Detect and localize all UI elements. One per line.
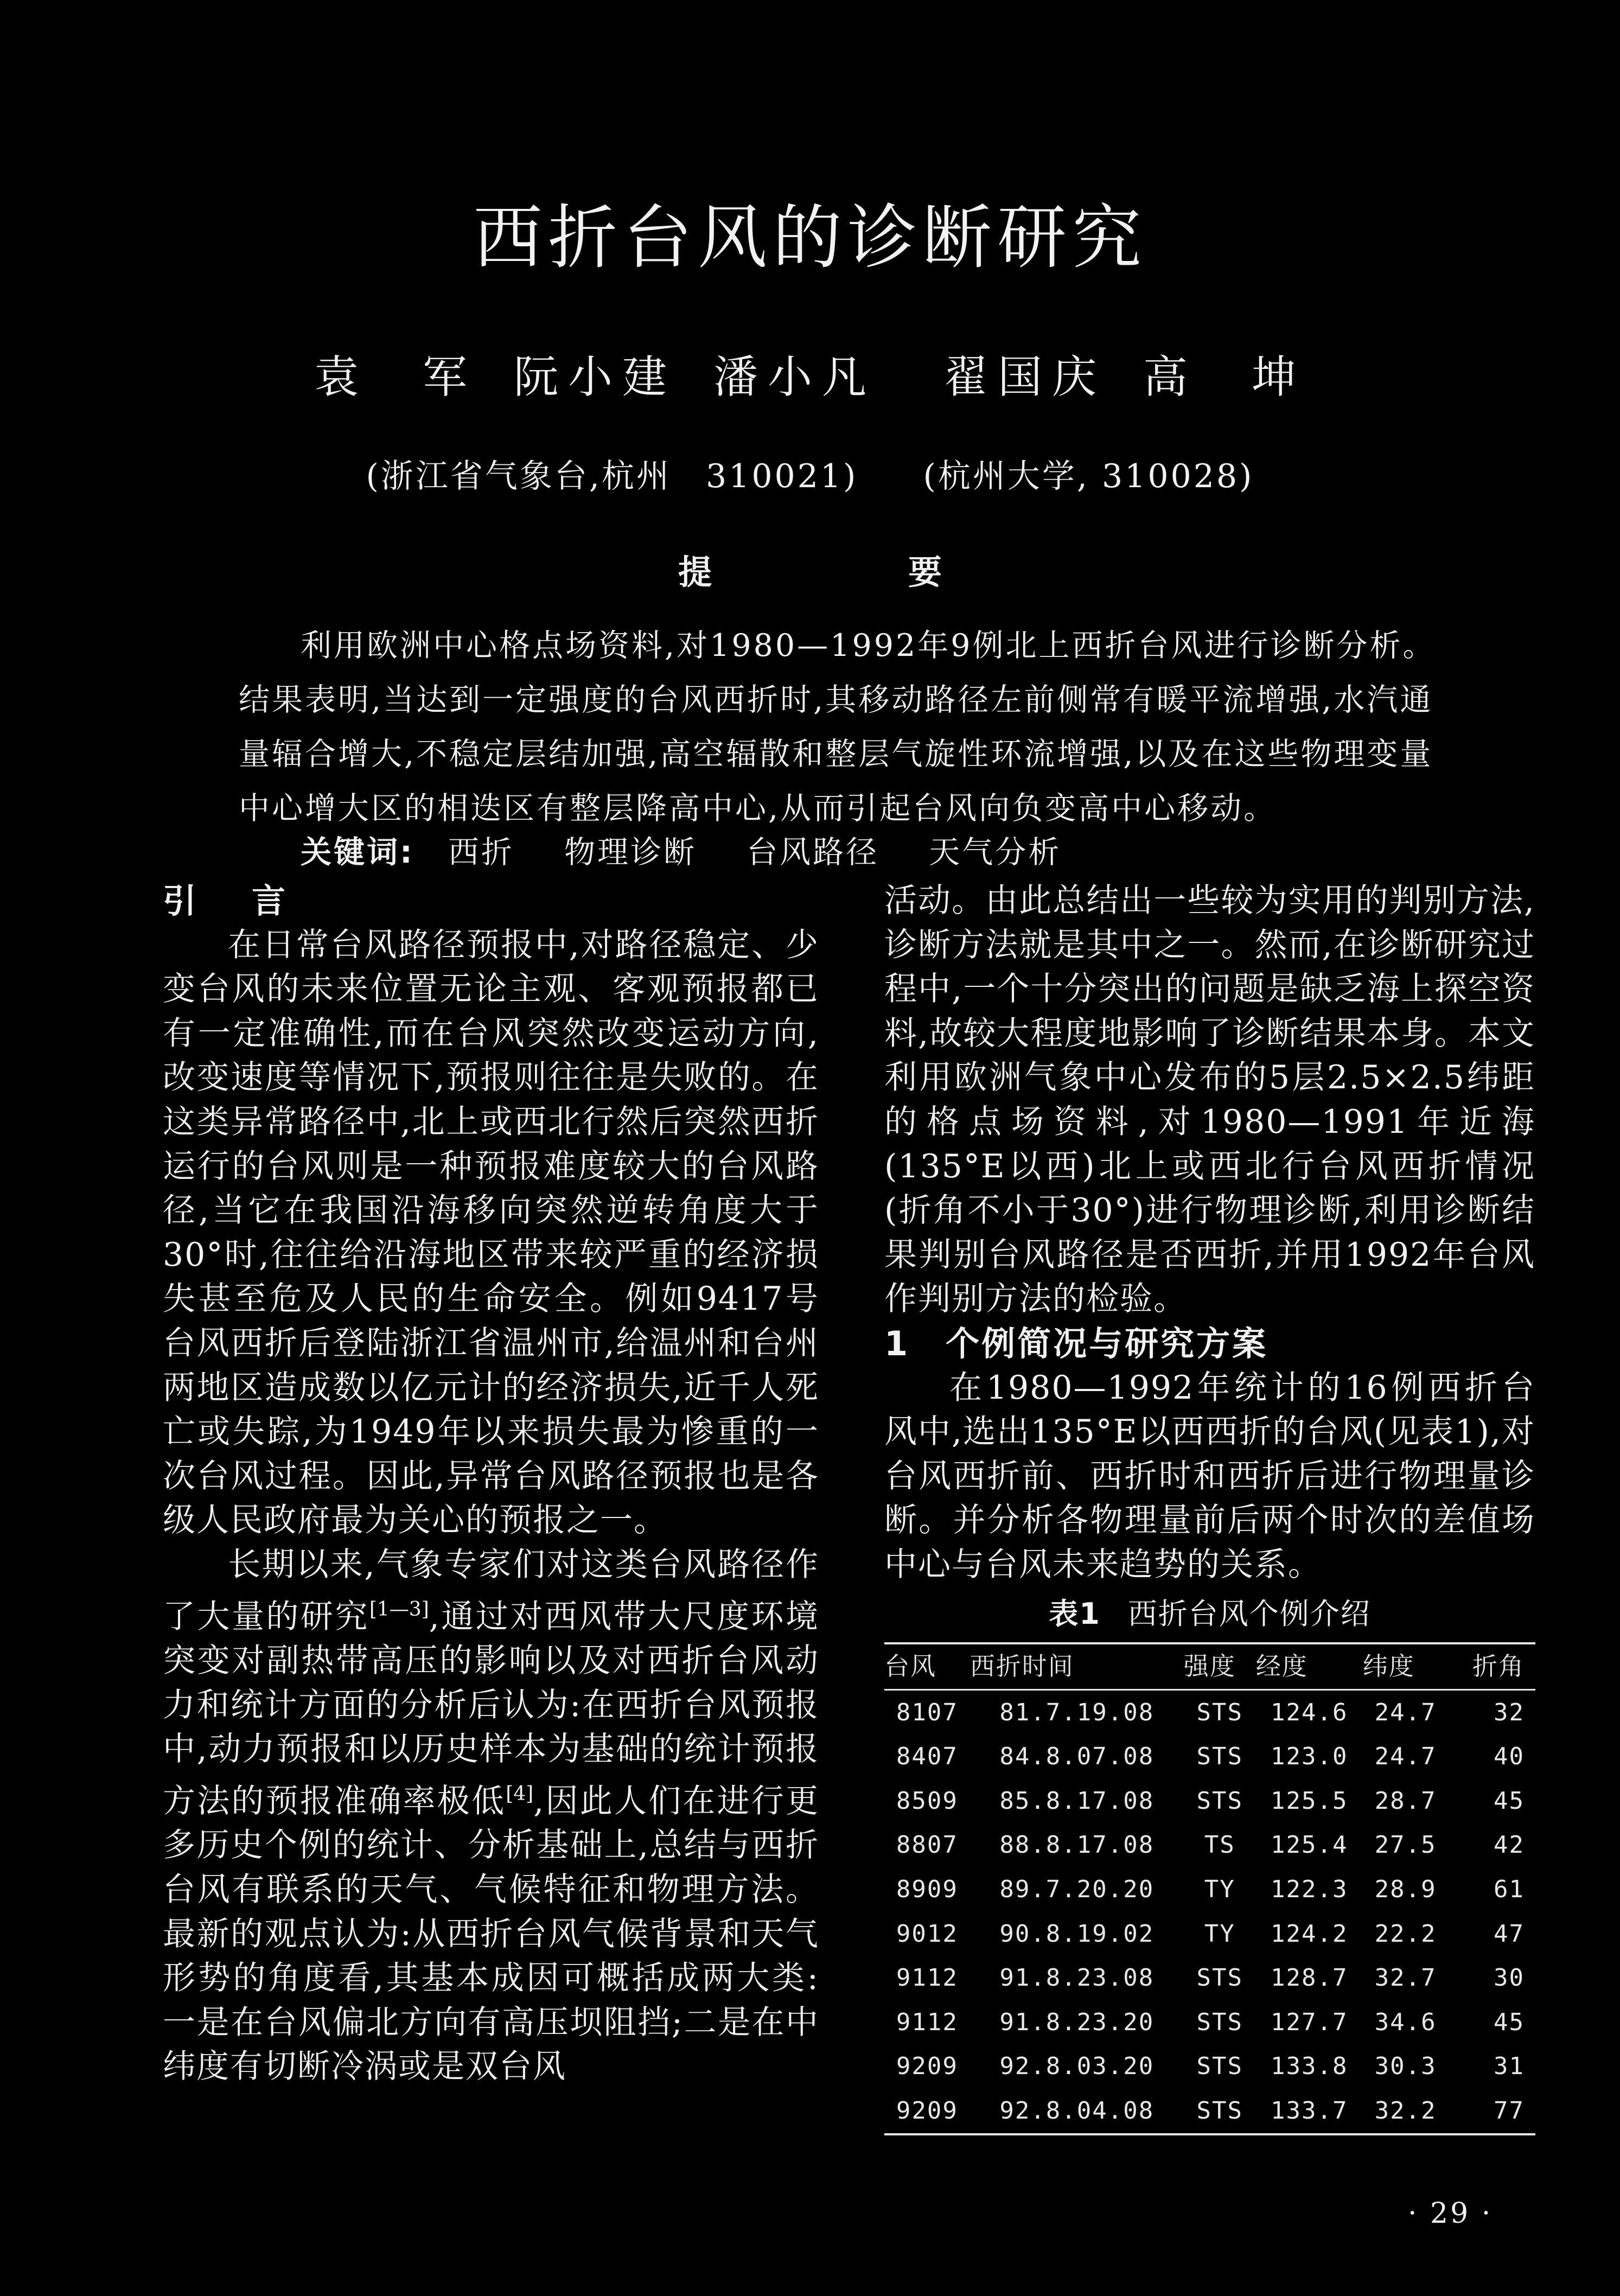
author: 潘小凡 [713,352,876,403]
abstract-text: 利用欧洲中心格点场资料,对1980—1992年9例北上西折台风进行诊断分析。结果表明,当达到一定强度的台风西折时,其移动路径左前侧常有暖平流增强,水汽通量辐合增大,不稳定层结加强,高空辐散和整层气旋性环流增强,以及在这些物理变量中心增大区的相迭区有整层降高中心,从而引起台风向负变高中心移动。 [239,628,1436,826]
table-cell: 9112 [896,2008,958,2036]
table-cell: 88.8.17.08 [999,1831,1155,1859]
table-cell: 8107 [896,1698,958,1726]
table-cell: 89.7.20.20 [999,1876,1155,1904]
table-cell: 125.5 [1271,1787,1348,1815]
table-cell: STS [1196,2008,1243,2036]
table-cell: 91.8.23.08 [999,1964,1155,1992]
table-cell: STS [1196,2052,1243,2081]
intro-text: ,通过对西风带大尺度环境突变对副热带高压的影响以及对西折台风动力和统计方面的分析后认为:在西折台风预报中,动力预报和以历史样本为基础的统计预报方法的预报准确率极低 [163,1597,820,1820]
intro-paragraph: 在日常台风路径预报中,对路径稳定、少变台风的未来位置无论主观、客观预报都已有一定准确性,而在台风突然改变运动方向,改变速度等情况下,预报则往往是失败的。在这类异常路径中,北上或西北行然后突然西折运行的台风则是一种预报难度较大的台风路径,当它在我国沿海移向突然逆转角度大于30°时,往往给沿海地区带来较严重的经济损失甚至危及人民的生命安全。例如9417号台风西折后登陆浙江省温州市,给温州和台州两地区造成数以亿元计的经济损失,近千人死亡或失踪,为1949年以来损失最为惨重的一次台风过程。因此,异常台风路径预报也是各级人民政府最为关心的预报之一。 [163,926,819,1540]
table-row [884,1689,1535,1734]
intro-text: 长期以来,气象专家们对这类台风路径作了大量的研究 [163,1545,819,1636]
table-cell: 40 [1494,1743,1525,1771]
table-cell: STS [1196,1964,1243,1992]
table-cell: 28.9 [1374,1876,1437,1904]
table-cell: STS [1184,2089,1256,2134]
intro-paragraph [163,1543,819,2089]
author: 阮小建 [513,352,677,403]
keyword: 物理诊断 [564,834,697,870]
table-row [884,1734,1535,1779]
author: 高 坤 [1143,352,1306,403]
table-cell: 124.6 [1271,1698,1348,1726]
table-header-row [884,1643,1535,1689]
page-number: · 29 · [1408,2197,1493,2230]
table-cell: 30 [1494,1964,1525,1992]
table-cell: 127.7 [1271,2008,1348,2036]
table-cell: 92.8.03.20 [999,2052,1155,2081]
table-cell: TY [1204,1919,1235,1948]
keywords-label: 关键词: [301,834,414,870]
intro-text: ,因此人们在进行更多历史个例的统计、分析基础上,总结与西折台风有联系的天气、气候特征和物理方法。最新的观点认为:从西折台风气候背景和天气形势的角度看,其基本成因可概括成两大类:一是在台风偏北方向有高压坝阻挡;二是在中纬度有切断冷涡或是双台风 [163,1782,820,2086]
table-row [884,1779,1535,1823]
section-1-paragraph: 在1980—1992年统计的16例西折台风中,选出135°E以西西折的台风(见表1),对台风西折前、西折时和西折后进行物理量诊断。并分析各物理量前后两个时次的差值场中心与台风未来趋势的关系。 [884,1368,1535,1584]
table-cell: 8807 [896,1831,958,1859]
affiliation: (浙江省气象台,杭州 310021) [366,457,858,495]
table-cell: 125.4 [1271,1831,1348,1859]
table-cell: 133.8 [1271,2052,1348,2081]
keywords [301,827,1099,872]
author: 袁 军 [314,352,477,403]
table-body [884,1689,1535,2134]
typhoon-table [884,1642,1535,2135]
table-cell: 8509 [896,1787,958,1815]
table-cell: 32 [1494,1698,1525,1726]
table-cell: 81.7.19.08 [999,1698,1155,1726]
table-cell: 24.7 [1374,1743,1437,1771]
table-row [884,1823,1535,1867]
table-cell: 91.8.23.20 [999,2008,1155,2036]
table-cell: 124.2 [1271,1919,1348,1948]
table-row [884,1912,1535,1956]
paper-title: 西折台风的诊断研究 [473,197,1147,278]
table-cell: STS [1196,1743,1243,1771]
author: 翟国庆 [943,352,1107,403]
table-cell: 8909 [896,1876,958,1904]
table-cell: 9012 [896,1919,958,1948]
table-cell: TS [1204,1831,1235,1859]
table-row [884,2089,1535,2134]
table-cell: TY [1204,1876,1235,1904]
table-cell: 77 [1448,2089,1535,2134]
table-cell: 27.5 [1374,1831,1437,1859]
table-cell: 123.0 [1271,1743,1348,1771]
table-cell: 45 [1494,1787,1525,1815]
table-header: 经度 [1256,1643,1363,1689]
table-caption [884,1592,1535,1636]
table-header: 强度 [1184,1643,1256,1689]
section-1-heading: 1 个例简况与研究方案 [884,1323,1268,1363]
table-row [884,2000,1535,2045]
affiliation: (杭州大学, 310028) [923,457,1254,495]
table-cell: STS [1196,1787,1243,1815]
keyword: 西折 [448,834,514,870]
table-number: 表1 [1049,1596,1101,1631]
table-header: 折角 [1448,1643,1535,1689]
left-column [163,879,819,2089]
keyword: 台风路径 [747,834,879,870]
table-cell: 61 [1494,1876,1525,1904]
table-cell: 28.7 [1374,1787,1437,1815]
table-cell: 24.7 [1374,1698,1437,1726]
table-cell: 32.7 [1374,1964,1437,1992]
table-cell: STS [1196,1698,1243,1726]
keyword: 天气分析 [929,834,1062,870]
table-cell: 34.6 [1374,2008,1437,2036]
abstract [239,618,1459,836]
intro-heading: 引 言 [163,881,297,921]
intro-paragraph-continued: 活动。由此总结出一些较为实用的判别方法,诊断方法就是其中之一。然而,在诊断研究过程中,一个十分突出的问题是缺乏海上探空资料,故较大程度地影响了诊断结果本身。本文利用欧洲气象中心发布的5层2.5×2.5纬距的格点场资料,对1980—1991年近海(135°E以西)北上或西北行台风西折情况(折角不小于30°)进行物理诊断,利用诊断结果判别台风路径是否西折,并用1992年台风作判别方法的检验。 [884,882,1535,1318]
table-cell: 31 [1494,2052,1525,2081]
table-cell: 90.8.19.02 [999,1919,1155,1948]
table-header: 台风 [884,1643,970,1689]
table-cell: 85.8.17.08 [999,1787,1155,1815]
table-cell: 32.2 [1363,2089,1449,2134]
table-cell: 84.8.07.08 [999,1743,1155,1771]
citation: [4] [506,1782,534,1805]
table-title: 西折台风个例介绍 [1127,1596,1371,1631]
table-row [884,1867,1535,1912]
citation: [1—3] [369,1598,429,1621]
table-cell: 42 [1494,1831,1525,1859]
table-cell: 30.3 [1374,2052,1437,2081]
table-cell: 22.2 [1374,1919,1437,1948]
table-cell: 9209 [884,2089,970,2134]
table-cell: 133.7 [1256,2089,1363,2134]
table-cell: 92.8.04.08 [970,2089,1184,2134]
table-cell: 9112 [896,1964,958,1992]
table-cell: 45 [1494,2008,1525,2036]
table-row [884,1956,1535,2000]
table-cell: 8407 [896,1743,958,1771]
affiliation-list [0,450,1620,497]
table-header: 纬度 [1363,1643,1449,1689]
table-cell: 122.3 [1271,1876,1348,1904]
table-cell: 128.7 [1271,1964,1348,1992]
right-column [884,879,1535,2135]
table-cell: 47 [1494,1919,1525,1948]
table-cell: 9209 [896,2052,958,2081]
abstract-heading: 提 要 [678,552,1023,592]
table-header: 西折时间 [970,1643,1184,1689]
author-list [0,342,1620,405]
table-row [884,2044,1535,2089]
